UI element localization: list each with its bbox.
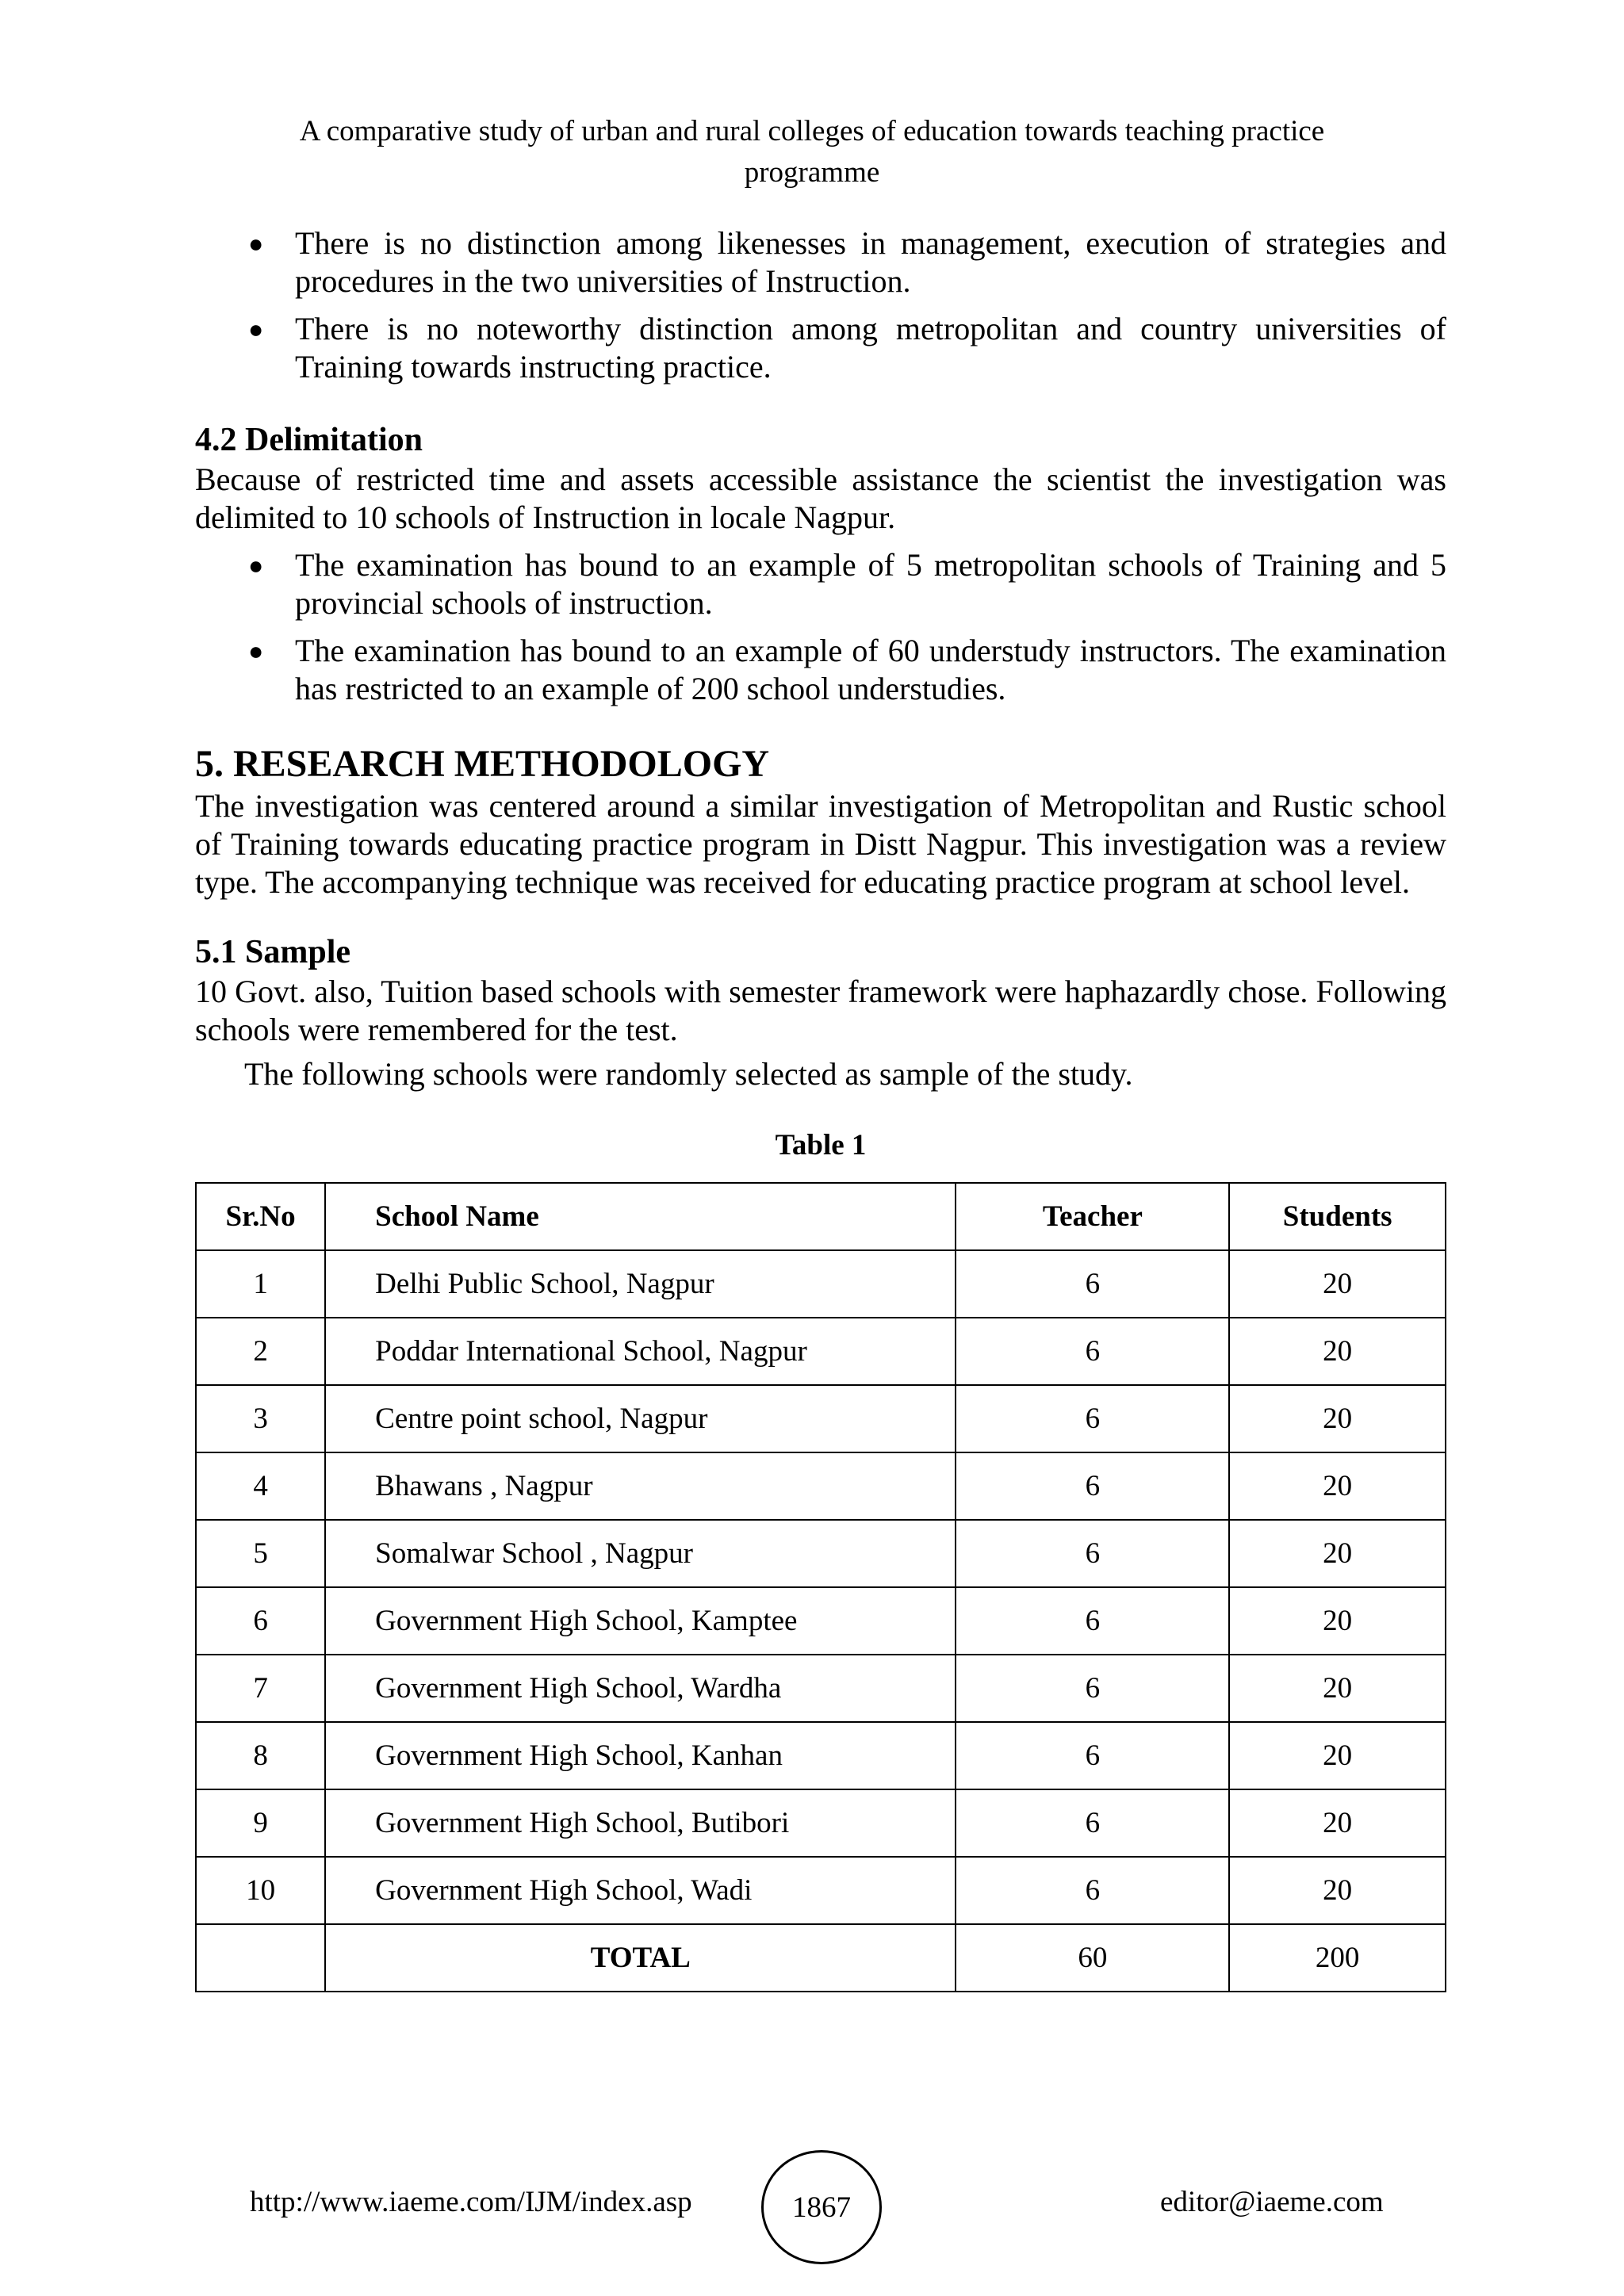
cell-students: 20 [1229, 1722, 1446, 1789]
section-heading-methodology: 5. RESEARCH METHODOLOGY [195, 743, 770, 785]
table-row [196, 1722, 1446, 1789]
cell-teacher: 6 [956, 1587, 1229, 1655]
cell-school-name: Poddar International School, Nagpur [325, 1318, 956, 1385]
cell-empty [196, 1924, 325, 1992]
cell-total-label: TOTAL [325, 1924, 956, 1992]
cell-teacher: 6 [956, 1452, 1229, 1520]
table-row [196, 1520, 1446, 1587]
cell-students: 20 [1229, 1587, 1446, 1655]
cell-sr-no: 2 [196, 1318, 325, 1385]
bullet-item: ● There is no noteworthy distinction among metropolitan and country universities of Training towards instructing practice. [248, 311, 1446, 385]
cell-students: 20 [1229, 1250, 1446, 1318]
bullet-dot-icon: ● [248, 637, 264, 665]
section-heading-delimitation: 4.2 Delimitation [195, 422, 423, 458]
header-school-name: School Name [325, 1183, 956, 1250]
bullet-dot-icon: ● [248, 551, 264, 580]
cell-total-students: 200 [1229, 1924, 1446, 1992]
cell-school-name: Government High School, Wardha [325, 1655, 956, 1722]
cell-teacher: 6 [956, 1385, 1229, 1452]
cell-school-name: Government High School, Wadi [325, 1857, 956, 1924]
cell-sr-no: 5 [196, 1520, 325, 1587]
table-row [196, 1385, 1446, 1452]
cell-teacher: 6 [956, 1857, 1229, 1924]
section-heading-sample: 5.1 Sample [195, 934, 351, 970]
running-head [238, 111, 1386, 193]
cell-sr-no: 4 [196, 1452, 325, 1520]
cell-teacher: 6 [956, 1318, 1229, 1385]
table-row [196, 1789, 1446, 1857]
cell-school-name: Centre point school, Nagpur [325, 1385, 956, 1452]
running-head-line-2: programme [744, 156, 880, 189]
cell-teacher: 6 [956, 1722, 1229, 1789]
footer-url-link[interactable]: http://www.iaeme.com/IJM/index.asp [250, 2186, 692, 2218]
cell-sr-no: 1 [196, 1250, 325, 1318]
table-row [196, 1655, 1446, 1722]
cell-sr-no: 9 [196, 1789, 325, 1857]
table-row [196, 1250, 1446, 1318]
table-row [196, 1857, 1446, 1924]
cell-school-name: Bhawans , Nagpur [325, 1452, 956, 1520]
table-row [196, 1452, 1446, 1520]
page-footer [0, 2150, 1624, 2269]
cell-students: 20 [1229, 1385, 1446, 1452]
sample-table [195, 1182, 1446, 1992]
cell-students: 20 [1229, 1318, 1446, 1385]
cell-sr-no: 8 [196, 1722, 325, 1789]
sample-intro: The following schools were randomly selected as sample of the study. [244, 1056, 1133, 1092]
table-caption: Table 1 [775, 1129, 867, 1161]
cell-students: 20 [1229, 1452, 1446, 1520]
bullet-item: ● There is no distinction among likenesses in management, execution of strategies and procedures in the two universities of Instruction. [248, 225, 1446, 299]
cell-sr-no: 10 [196, 1857, 325, 1924]
bullet-item: ● The examination has bound to an example of 60 understudy instructors. The examination has restricted to an example of 200 school understudies. [248, 633, 1446, 706]
table-total-row [196, 1924, 1446, 1992]
cell-teacher: 6 [956, 1655, 1229, 1722]
cell-teacher: 6 [956, 1789, 1229, 1857]
delimitation-bullet-list [195, 546, 1446, 708]
cell-sr-no: 3 [196, 1385, 325, 1452]
page-number-circle [761, 2150, 882, 2264]
page-number: 1867 [792, 2191, 851, 2224]
table-row [196, 1587, 1446, 1655]
cell-sr-no: 6 [196, 1587, 325, 1655]
table-header-row [196, 1183, 1446, 1250]
delimitation-paragraph: Because of restricted time and assets accessible assistance the scientist the investigation was delimited to 10 schools of Instruction in locale Nagpur. [195, 461, 1446, 535]
bullet-dot-icon: ● [248, 315, 264, 343]
cell-teacher: 6 [956, 1520, 1229, 1587]
cell-school-name: Somalwar School , Nagpur [325, 1520, 956, 1587]
footer-email-link[interactable]: editor@iaeme.com [1160, 2186, 1384, 2218]
bullet-item: ● The examination has bound to an example of 5 metropolitan schools of Training and 5 provincial schools of instruction. [248, 547, 1446, 621]
cell-sr-no: 7 [196, 1655, 325, 1722]
bullet-dot-icon: ● [248, 229, 264, 258]
header-students: Students [1229, 1183, 1446, 1250]
header-sr-no: Sr.No [196, 1183, 325, 1250]
cell-total-teacher: 60 [956, 1924, 1229, 1992]
cell-students: 20 [1229, 1655, 1446, 1722]
cell-students: 20 [1229, 1857, 1446, 1924]
cell-school-name: Delhi Public School, Nagpur [325, 1250, 956, 1318]
cell-school-name: Government High School, Kanhan [325, 1722, 956, 1789]
sample-paragraph: 10 Govt. also, Tuition based schools with semester framework were haphazardly chose. Following schools were remembered for the test. [195, 974, 1446, 1047]
running-head-line-1: A comparative study of urban and rural colleges of education towards teaching practice [299, 115, 1325, 147]
header-teacher: Teacher [956, 1183, 1229, 1250]
main-content [195, 224, 1446, 1992]
cell-school-name: Government High School, Butibori [325, 1789, 956, 1857]
cell-school-name: Government High School, Kamptee [325, 1587, 956, 1655]
cell-students: 20 [1229, 1789, 1446, 1857]
cell-students: 20 [1229, 1520, 1446, 1587]
hypotheses-bullet-list [195, 224, 1446, 386]
table-row [196, 1318, 1446, 1385]
methodology-paragraph: The investigation was centered around a similar investigation of Metropolitan and Rustic school of Training towards educating practice program in Distt Nagpur. This investigation was a review type. The accompanying technique was received for educating practice program at school level. [195, 788, 1446, 900]
cell-teacher: 6 [956, 1250, 1229, 1318]
